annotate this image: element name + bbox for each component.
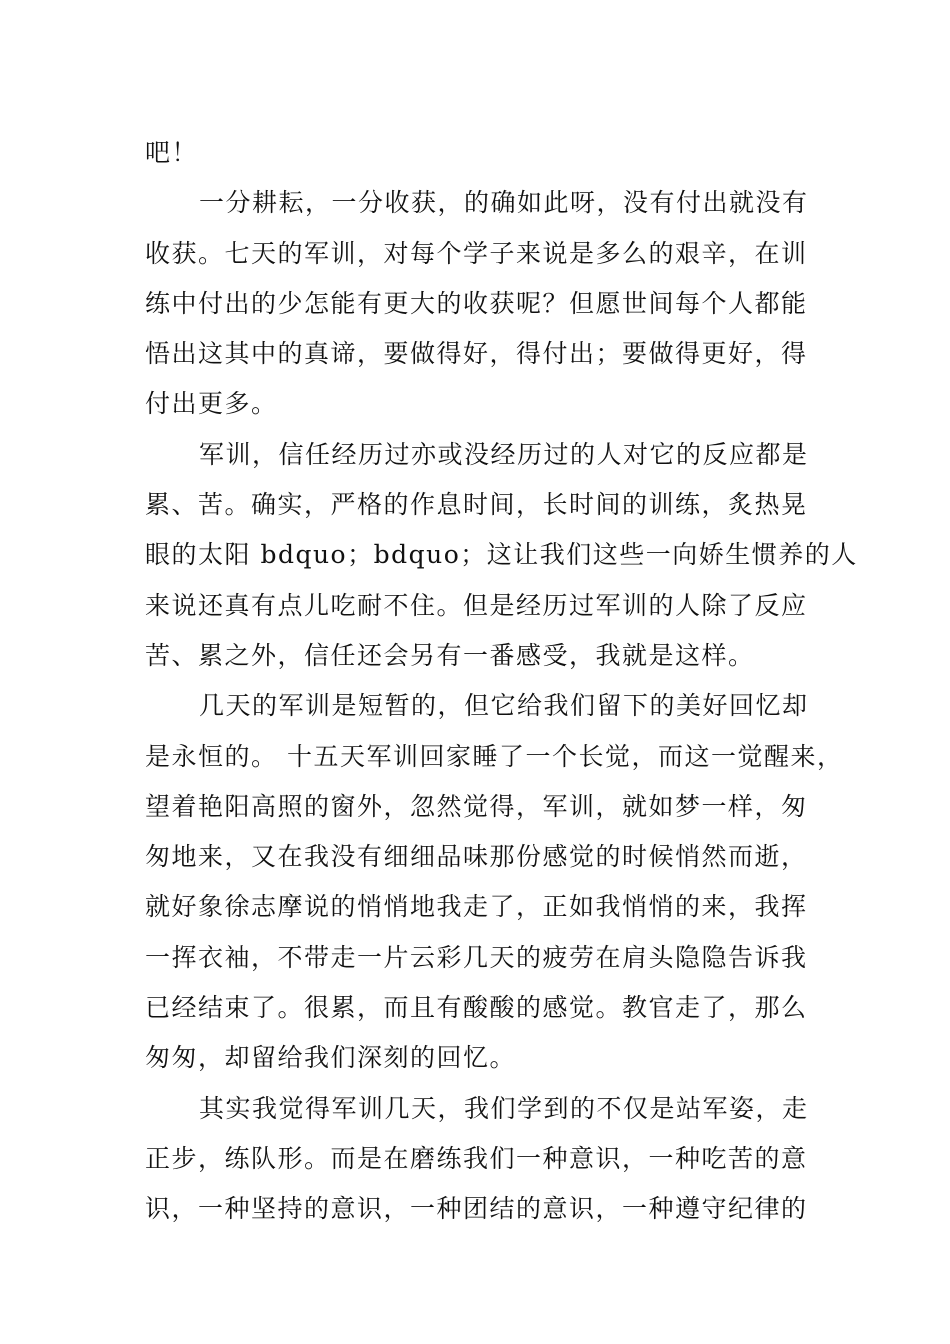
text-line: 累、苦。确实，严格的作息时间，长时间的训练，炙热晃: [145, 490, 808, 520]
text-line: 付出更多。: [145, 389, 278, 419]
text-line: 正步，练队形。而是在磨练我们一种意识，一种吃苦的意: [145, 1143, 808, 1173]
text-line: 匆匆，却留给我们深刻的回忆。: [145, 1043, 517, 1073]
text-line: 望着艳阳高照的窗外，忽然觉得，军训，就如梦一样，匆: [145, 791, 808, 821]
text-line: 一挥衣袖，不带走一片云彩几天的疲劳在肩头隐隐告诉我: [145, 942, 808, 972]
text-line: 就好象徐志摩说的悄悄地我走了，正如我悄悄的来，我挥: [145, 892, 808, 922]
text-line: 已经结束了。很累，而且有酸酸的感觉。教官走了，那么: [145, 993, 808, 1023]
text-line: 一分耕耘，一分收获，的确如此呀，没有付出就没有: [199, 188, 809, 218]
text-line: 识，一种坚持的意识，一种团结的意识，一种遵守纪律的: [145, 1194, 808, 1224]
text-line: 收获。七天的军训，对每个学子来说是多么的艰辛，在训: [145, 238, 808, 268]
text-line: 苦、累之外，信任还会另有一番感受，我就是这样。: [145, 640, 755, 670]
text-line: 是永恒的。 十五天军训回家睡了一个长觉，而这一觉醒来，: [145, 741, 844, 771]
text-line: 练中付出的少怎能有更大的收获呢？但愿世间每个人都能: [145, 288, 808, 318]
text-line: 军训，信任经历过亦或没经历过的人对它的反应都是: [199, 439, 809, 469]
text-line: 其实我觉得军训几天，我们学到的不仅是站军姿，走: [199, 1093, 809, 1123]
text-line: 匆地来，又在我没有细细品味那份感觉的时候悄然而逝，: [145, 842, 808, 872]
text-line: 几天的军训是短暂的，但它给我们留下的美好回忆却: [199, 691, 809, 721]
text-line: 来说还真有点儿吃耐不住。但是经历过军训的人除了反应: [145, 590, 808, 620]
text-line: 眼的太阳 bdquo；bdquo；这让我们这些一向娇生惯养的人: [145, 540, 858, 570]
text-line: 吧！: [145, 138, 199, 167]
document-body: [145, 128, 858, 1235]
text-line: 悟出这其中的真谛，要做得好，得付出；要做得更好，得: [145, 339, 808, 369]
